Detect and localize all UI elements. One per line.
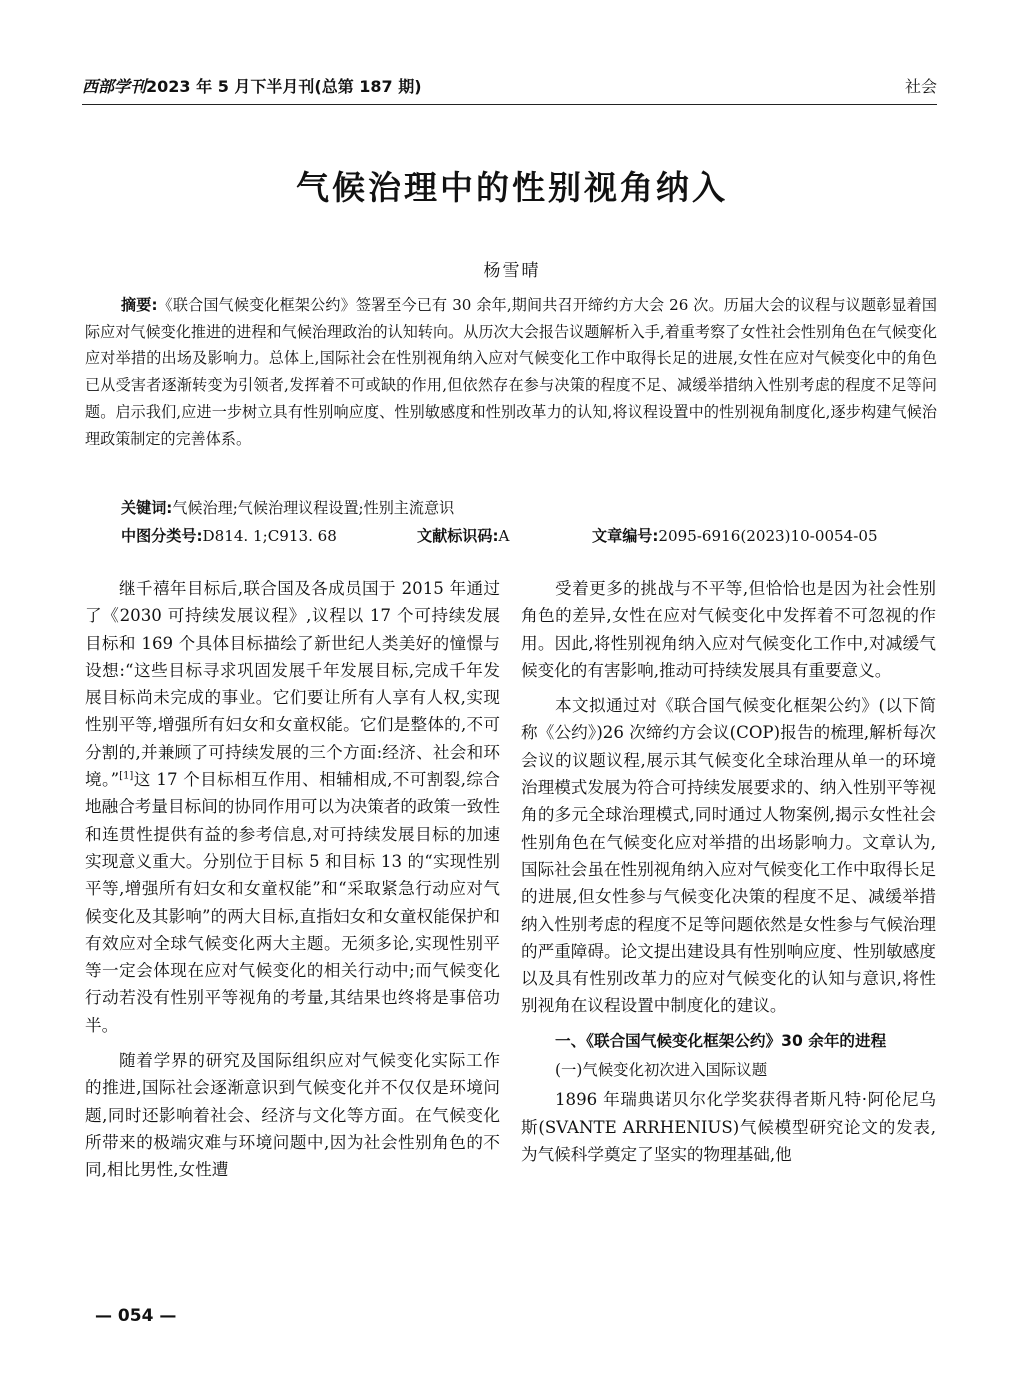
keywords-row [121, 497, 454, 518]
abstract-text: 《联合国气候变化框架公约》签署至今已有 30 余年,期间共召开缔约方大会 26 次。历届大会的议程与议题彰显着国际应对气候变化推进的进程和气候治理政治的认知转向。从历次大会报告议题解析入手,着重考察了女性社会性别角色在气候变化应对举措的出场及影响力。总体上,国际社会在性别视角纳入应对气候变化工作中取得长足的进展,女性在应对气候变化中的角色已从受害者逐渐转变为引领者,发挥着不可或缺的作用,但依然存在参与决策的程度不足、减缓举措纳入性别考虑的程度不足等问题。启示我们,应进一步树立具有性别响应度、性别敏感度和性别改革力的认知,将议程设置中的性别视角制度化,逐步构建气候治理政策制定的完善体系。 [85, 296, 938, 448]
section-name: 社会 [904, 77, 937, 96]
doc-code-value: A [498, 527, 510, 545]
paragraph-text: 这 17 个目标相互作用、相辅相成,不可割裂,综合地融合考量目标间的协同作用可以为决策者的政策一致性和连贯性提供有益的参考信息,对可持续发展目标的加速实现意义重大。分别位于目标 5 和目标 13 的“实现性别平等,增强所有妇女和女童权能”和“采取紧急行动应对气候变化及其影响”的两大目标,直指妇女和女童权能保护和有效应对全球气候变化两大主题。无须多论,实现性别平等一定会体现在应对气候变化的相关行动中;而气候变化行动若没有性别平等视角的考量,其结果也终将是事倍功半。 [85, 770, 500, 1035]
article-no-label: 文章编号: [592, 527, 659, 545]
keywords-label: 关键词: [121, 499, 173, 517]
body-paragraph [85, 575, 500, 1039]
abstract-label: 摘要: [121, 296, 158, 314]
clc-field [121, 525, 337, 546]
subsection-heading: (一)气候变化初次进入国际议题 [555, 1061, 768, 1080]
body-column-right [521, 575, 936, 1168]
citation-ref: [1] [119, 770, 134, 782]
abstract [85, 292, 937, 452]
issue-info: 2023 年 5 月下半月刊(总第 187 期) [146, 77, 422, 96]
article-title: 气候治理中的性别视角纳入 [296, 168, 728, 207]
running-header [82, 70, 937, 105]
doc-code-label: 文献标识码: [417, 527, 499, 545]
section-heading: 一、《联合国气候变化框架公约》30 余年的进程 [555, 1031, 887, 1050]
body-paragraph: 随着学界的研究及国际组织应对气候变化实际工作的推进,国际社会逐渐意识到气候变化并不仅仅是环境问题,同时还影响着社会、经济与文化等方面。在气候变化所带来的极端灾难与环境问题中,因为社会性别角色的不同,相比男性,女性遭 [85, 1051, 500, 1180]
body-column-left [85, 575, 500, 1184]
doc-code-field [417, 525, 509, 546]
body-paragraph: 1896 年瑞典诺贝尔化学奖获得者斯凡特·阿伦尼乌斯(SVANTE ARRHENIUS)气候模型研究论文的发表,为气候科学奠定了坚实的物理基础,他 [521, 1090, 936, 1164]
journal-logo: 西部学刊 [82, 77, 147, 96]
article-no-value: 2095-6916(2023)10-0054-05 [658, 527, 878, 545]
author-name: 杨雪晴 [483, 261, 541, 281]
clc-label: 中图分类号: [121, 527, 203, 545]
clc-value: D814. 1;C913. 68 [202, 527, 337, 545]
keywords-text: 气候治理;气候治理议程设置;性别主流意识 [172, 499, 455, 517]
body-paragraph: 本文拟通过对《联合国气候变化框架公约》(以下简称《公约》)26 次缔约方会议(COP)报告的梳理,解析每次会议的议题议程,展示其气候变化全球治理从单一的环境治理模式发展为符合可持续发展要求的、纳入性别平等视角的多元全球治理模式,同时通过人物案例,揭示女性社会性别角色在气候变化应对举措的出场影响力。文章认为,国际社会虽在性别视角纳入应对气候变化工作中取得长足的进展,但女性参与气候变化决策的程度不足、减缓举措纳入性别考虑的程度不足等问题依然是女性参与气候治理的严重障碍。论文提出建设具有性别响应度、性别敏感度以及具有性别改革力的应对气候变化的认知与意识,将性别视角在议程设置中制度化的建议。 [521, 696, 936, 1016]
journal-issue [82, 74, 422, 97]
page-number: — 054 — [95, 1306, 177, 1326]
article-no-field [592, 525, 878, 546]
body-paragraph: 受着更多的挑战与不平等,但恰恰也是因为社会性别角色的差异,女性在应对气候变化中发挥着不可忽视的作用。因此,将性别视角纳入应对气候变化工作中,对减缓气候变化的有害影响,推动可持续发展具有重要意义。 [521, 579, 936, 680]
paragraph-text: 继千禧年目标后,联合国及各成员国于 2015 年通过了《2030 可持续发展议程》,议程以 17 个可持续发展目标和 169 个具体目标描绘了新世纪人类美好的憧憬与设想:“这些目标寻求巩固发展千年发展目标,完成千年发展目标尚未完成的事业。它们要让所有人享有人权,实现性别平等,增强所有妇女和女童权能。它们是整体的,不可分割的,并兼顾了可持续发展的三个方面:经济、社会和环境。” [85, 579, 500, 790]
